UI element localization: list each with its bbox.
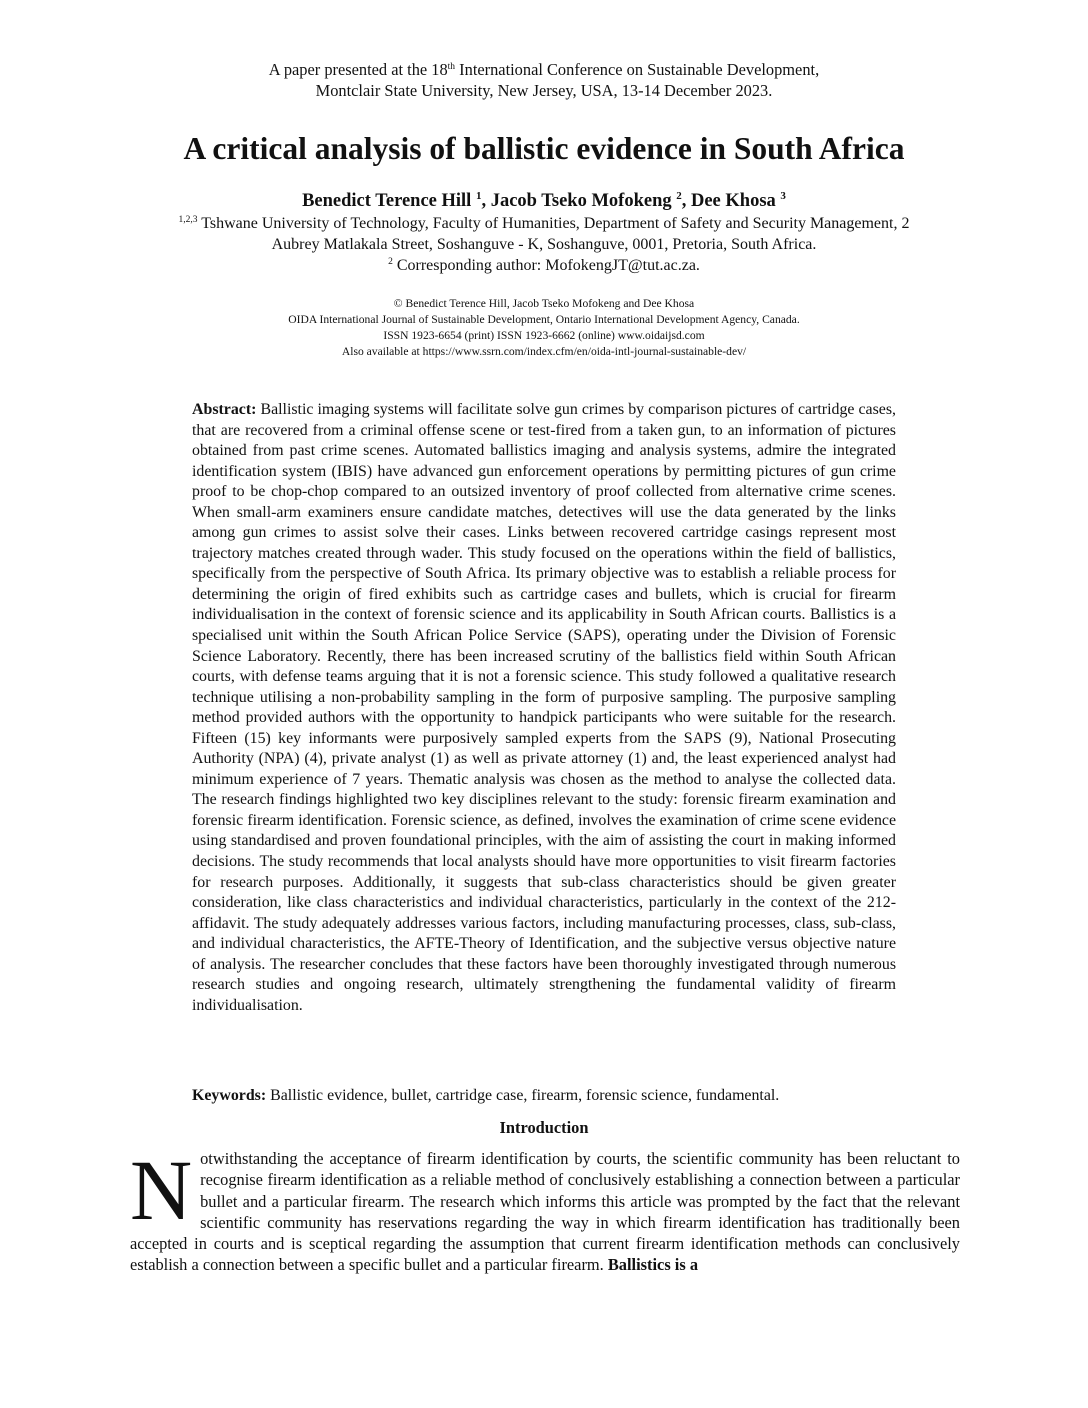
author-list [0, 189, 1088, 213]
conference-note-line-1: A paper presented at the 18th International Conference on Sustainable Development, [268, 60, 820, 79]
affiliation-line-2: Aubrey Matlakala Street, Soshanguve - K, Soshanguve, 0001, Pretoria, South Africa. [271, 236, 817, 253]
introduction-paragraph [130, 1142, 960, 1276]
affiliation-line-1: $^{1,2,3}$ Tshwane University of Technology, Faculty of Humanities, Department of Safety and Security Management, 2 [178, 215, 910, 232]
author-separator: , [481, 191, 491, 211]
publication-info [0, 296, 1088, 360]
introduction-text: otwithstanding the acceptance of firearm identification by courts, the scientific community has been reluctant to recognise firearm identification as a reliable method of conclusively establishing a connection between a particular bullet and a particular firearm. The research which informs this article was prompted by the fact that the relevant scientific community has reservations regarding the way in which firearm identification has traditionally been accepted in courts and is sceptical regarding the assumption that current firearm identification methods can conclusively establish a connection between a specific bullet and a particular firearm. [130, 1149, 960, 1275]
author-affiliation-mark: 3 [780, 190, 786, 202]
affiliation-marks: 1,2,3 [178, 215, 198, 225]
keywords-text: Ballistic evidence, bullet, cartridge case, firearm, forensic science, fundamental. [266, 1087, 780, 1104]
conference-note-line-2: Montclair State University, New Jersey, USA, 13-14 December 2023. [315, 81, 773, 100]
corresponding-author [120, 255, 968, 276]
author-separator: , [681, 191, 691, 211]
availability-line[interactable]: Also available at https://www.ssrn.com/index.cfm/en/oida-intl-journal-sustainable-dev/ [341, 345, 747, 358]
ordinal-superscript: th [447, 62, 456, 72]
author-name: Benedict Terence Hill [302, 191, 472, 211]
journal-line: OIDA International Journal of Sustainable Development, Ontario International Development Agency, Canada. [288, 313, 800, 326]
drop-cap: N [130, 1142, 193, 1238]
section-heading-introduction: Introduction [499, 1118, 589, 1137]
abstract-text: Ballistic imaging systems will facilitate solve gun crimes by comparison pictures of cartridge cases, that are recovered from a criminal offense scene or test-fired from a taken gun, to an information of pictures obtained from past crime scenes. Automated ballistics imaging and analysis systems, admire the integrated identification system (IBIS) have advanced gun enforcement operations by permitting pictures of gun crime proof to be chop-chop compared to an outsized inventory of proof collected from alternative crime scenes. When small-arm examiners ensure candidate matches, detectives will use the data generated by the links among gun crimes to assist solve their cases. Links between recovered cartridge casings represent most trajectory matches created through wader. This study focused on the operations within the field of ballistics, specifically from the perspective of South Africa. Its primary objective was to establish a reliable process for determining the origin of fired exhibits such as cartridge cases and bullets, which is crucial for firearm individualisation in the context of forensic science and its applicability in South African courts. Ballistics is a specialised unit within the South African Police Service (SAPS), operating under the Division of Forensic Science Laboratory. Recently, there has been increased scrutiny of the ballistics field within South African courts, with defense teams arguing that it is not a forensic science. This study followed a qualitative research technique utilising a non-probability sampling in the form of purposive sampling. The purposive sampling method provided authors with the opportunity to handpick participants who were suitable for the research. Fifteen (15) key informants were purposively sampled experts from the SAPS (9), National Prosecuting Authority (NPA) (4), private analyst (1) as well as private attorney (1) and, the least experienced analyst had minimum experience of 7 years. Thematic analysis was chosen as the method to analyse the collected data. The research findings highlighted two key disciplines relevant to the study: forensic firearm examination and forensic firearm identification. Forensic science, as defined, involves the examination of crime scene evidence using standardised and proven foundational principles, with the aim of assisting the court in making informed decisions. The study recommends that local analysts should have more opportunities to visit firearm factories for research purposes. Additionally, it suggests that sub-class characteristics should be given greater consideration, like class characteristics and individual characteristics, particularly in the context of the 212-affidavit. The study adequately addresses various factors, including manufacturing processes, class, sub-class, and individual characteristics, the AFTE-Theory of Identification, and the subjective versus objective nature of analysis. The researcher concludes that these factors have been thoroughly investigated through numerous research studies and ongoing research, ultimately strengthening the fundamental validity of firearm individualisation. [192, 401, 896, 1014]
introduction-bold-text: Ballistics is a [607, 1255, 699, 1275]
issn-line: ISSN 1923-6654 (print) ISSN 1923-6662 (online) www.oidaijsd.com [383, 329, 705, 342]
author-name: Jacob Tseko Mofokeng [490, 191, 672, 211]
author-name: Dee Khosa [690, 191, 776, 211]
abstract [192, 400, 896, 1016]
keywords-label: Keywords: [192, 1087, 267, 1104]
abstract-label: Abstract: [192, 401, 257, 418]
copyright-line: © Benedict Terence Hill, Jacob Tseko Mofokeng and Dee Khosa [393, 297, 695, 310]
affiliation-block [120, 213, 968, 276]
keywords [192, 1086, 896, 1106]
author-affiliation-mark: 2 [676, 190, 682, 202]
conference-note [0, 59, 1088, 101]
corresponding-author-email[interactable]: Corresponding author: MofokengJT@tut.ac.za. [392, 257, 700, 274]
author-affiliation-mark: 1 [475, 190, 482, 202]
corresponding-mark: 2 [388, 257, 393, 267]
paper-title: A critical analysis of ballistic evidence in South Africa [183, 131, 905, 166]
